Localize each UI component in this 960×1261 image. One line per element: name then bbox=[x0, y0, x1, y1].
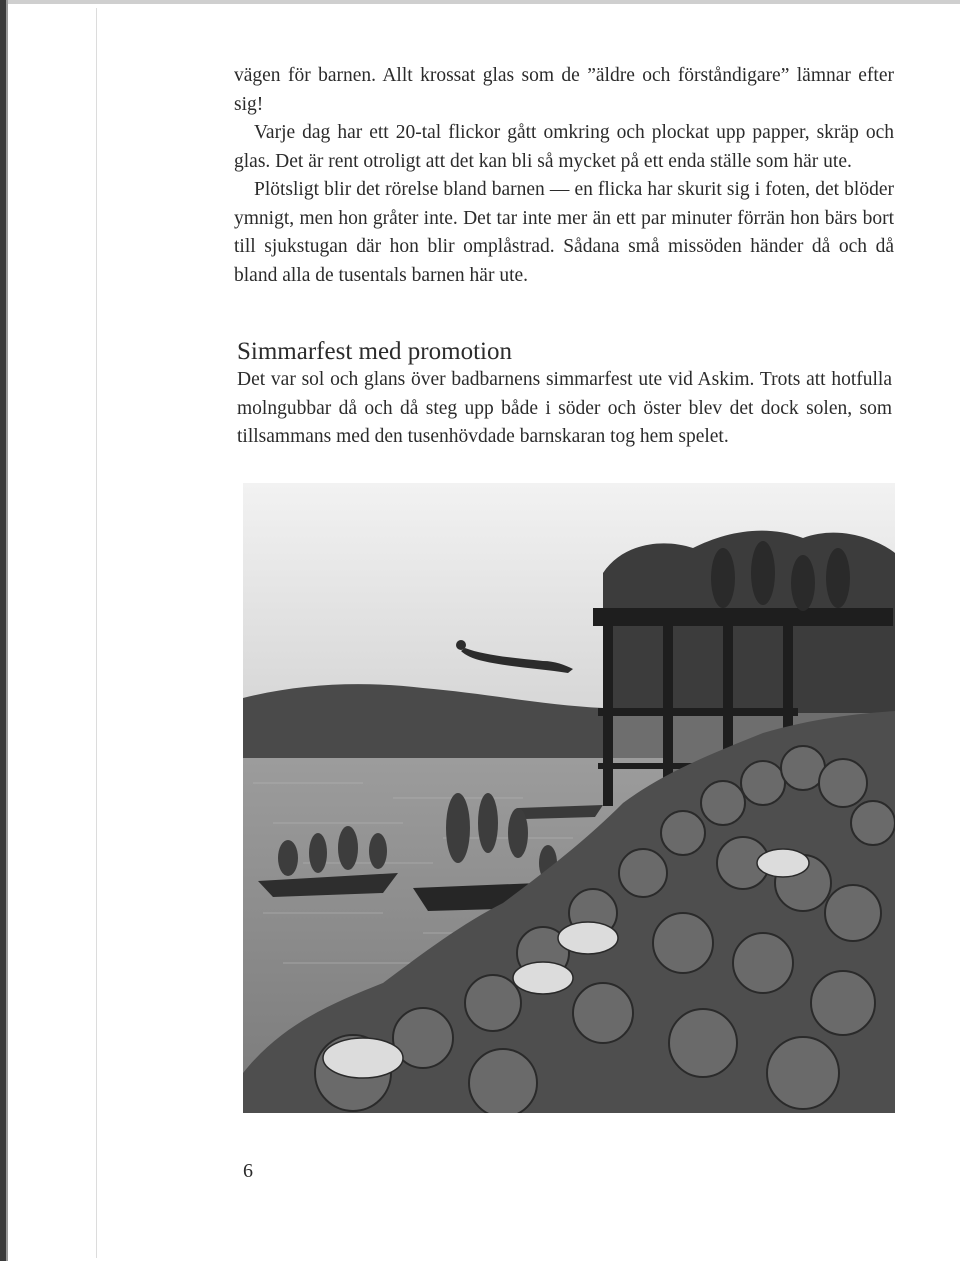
section-body: Det var sol och glans över badbarnens simmarfest ute vid Askim. Trots att hotfulla molngubbar då och då steg upp både i söder och öster blev det dock solen, som tillsammans med den tusenhövdade barnskaran tog hem spelet. bbox=[237, 369, 892, 447]
swimming-festival-photo bbox=[243, 483, 895, 1113]
scan-edge-shadow bbox=[6, 0, 8, 1261]
paragraph-3: Plötsligt blir det rörelse bland barnen — en flicka har skurit sig i foten, det blöder ymnigt, men hon gråter inte. Det tar inte mer än ett par minuter förrän hon bärs bort till sjukstugan där hon blir omplåstrad. Sådana små missöden händer då och då bland alla de tusentals barnen här ute. bbox=[234, 179, 894, 286]
body-text bbox=[234, 62, 894, 290]
section-heading: Simmarfest med promotion bbox=[237, 338, 512, 365]
paragraph-2: Varje dag har ett 20-tal flickor gått omkring och plockat upp papper, skräp och glas. Det är rent otroligt att det kan bli så mycket på ett enda ställe som här ute. bbox=[234, 122, 894, 172]
paragraph-1: vägen för barnen. Allt krossat glas som de ”äldre och förståndigare” lämnar efter sig! bbox=[234, 65, 894, 115]
page-number: 6 bbox=[243, 1160, 253, 1182]
scan-edge-top bbox=[0, 0, 960, 4]
page-fold-line bbox=[96, 8, 97, 1258]
